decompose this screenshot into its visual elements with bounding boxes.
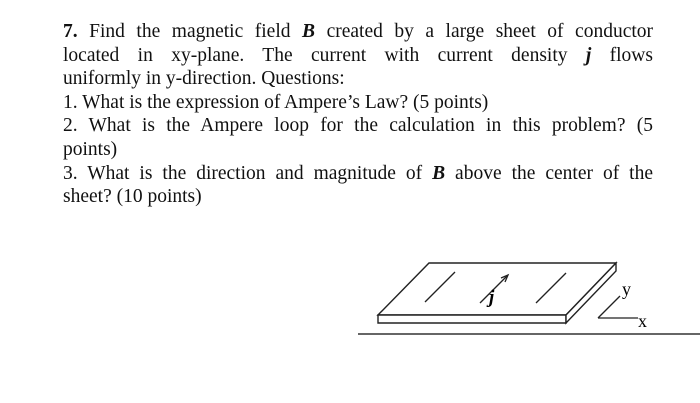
question-3-line-1: 3. What is the direction and magnitude of B above the center of the xyxy=(63,162,653,184)
question-1: 1. What is the expression of Ampere’s Law? (5 points) xyxy=(63,91,489,113)
y-axis xyxy=(598,296,620,318)
problem-line-3: uniformly in y-direction. Questions: xyxy=(63,68,345,90)
symbol-j: j xyxy=(585,44,592,66)
x-axis-label: x xyxy=(638,311,647,331)
problem-line-1: 7. Find the magnetic field B created by a large sheet of conductor xyxy=(63,21,654,42)
current-label: j xyxy=(489,287,495,308)
symbol-B: B xyxy=(432,162,446,184)
symbol-B: B xyxy=(302,21,316,42)
sheet-front-face xyxy=(378,315,566,323)
y-axis-label: y xyxy=(622,279,631,299)
question-3-line-2: sheet? (10 points) xyxy=(63,186,202,208)
question-2-line-1: 2. What is the Ampere loop for the calculation in this problem? (5 xyxy=(63,115,653,137)
problem-line-2: located in xy-plane. The current with current density j flows xyxy=(63,44,653,66)
problem-number: 7. xyxy=(63,21,78,42)
question-2-line-2: points) xyxy=(63,138,118,160)
